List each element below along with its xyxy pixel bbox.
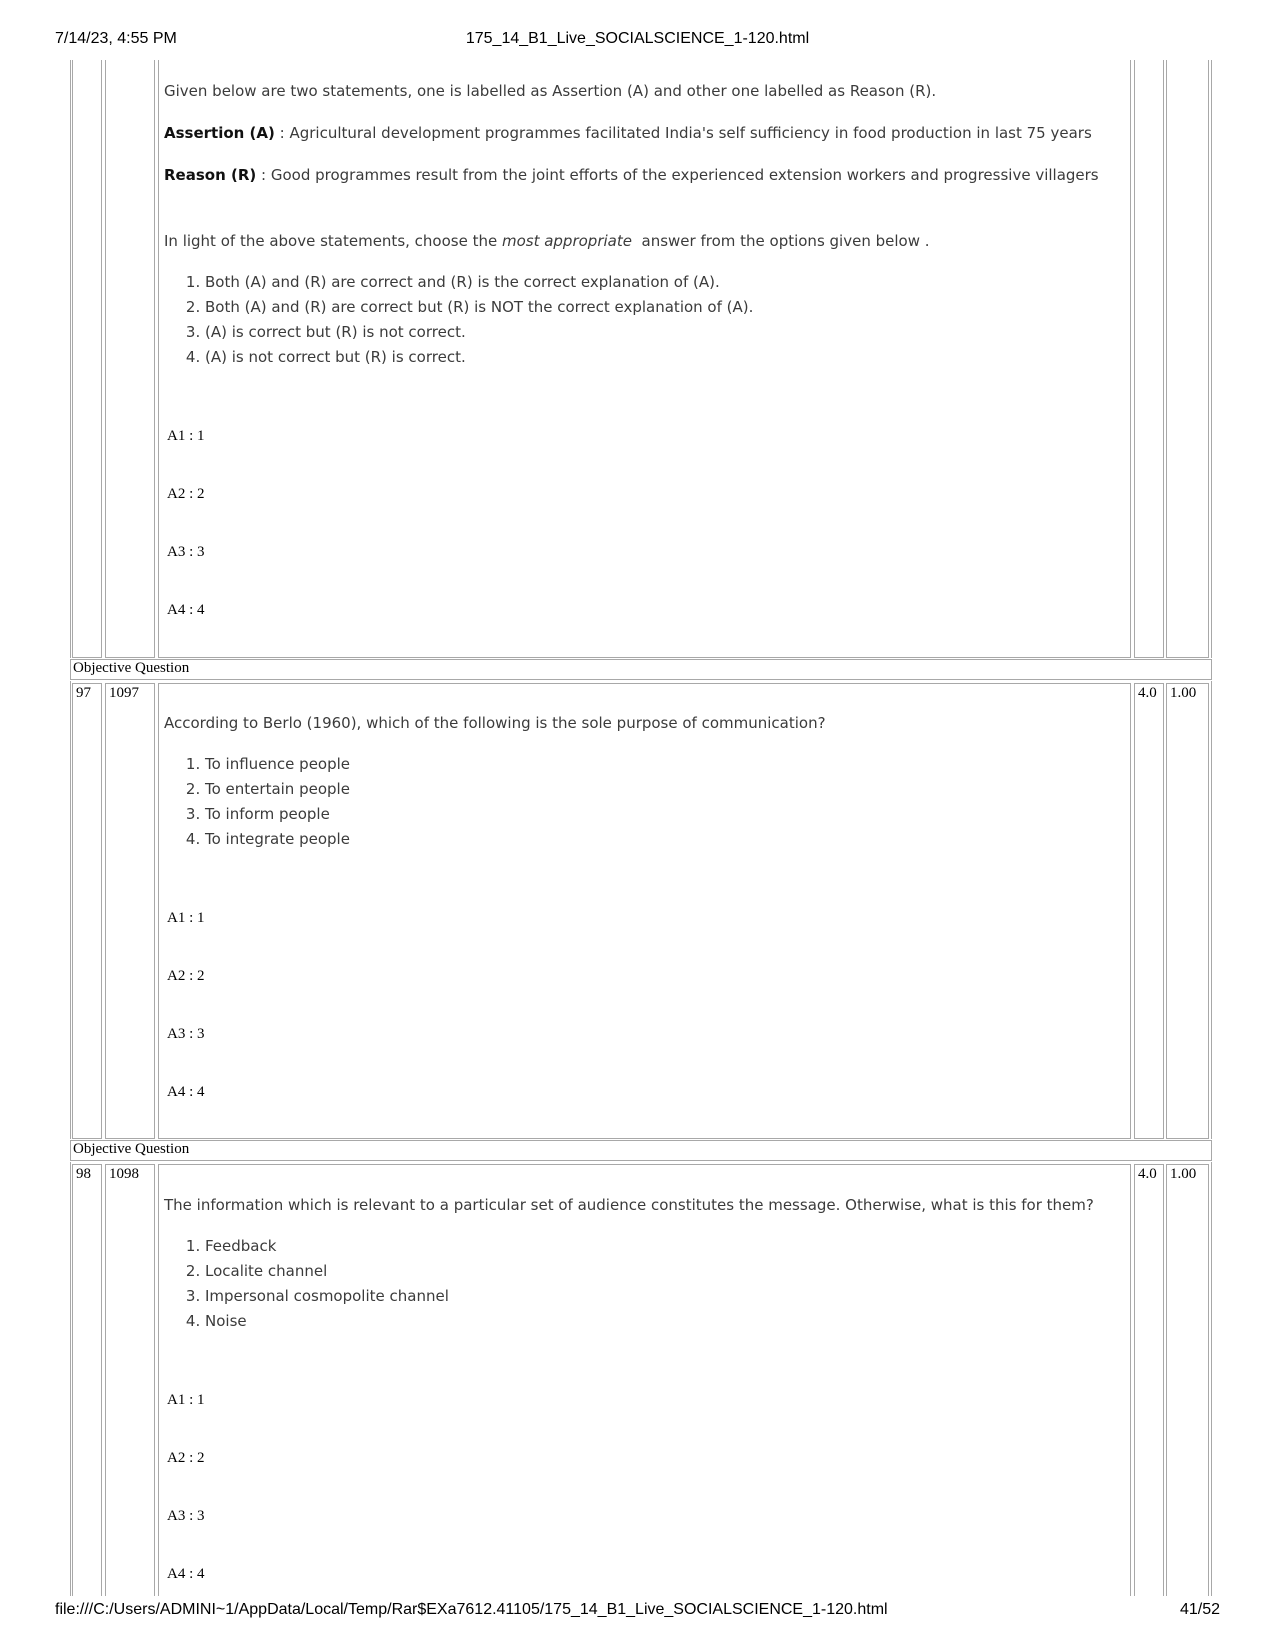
q97-qid-cell [105, 683, 155, 1139]
q97-answer-2: A2 : 2 [167, 968, 205, 984]
q97-option: 1. To influence people [205, 752, 1124, 777]
q97-body [164, 711, 1124, 852]
document-title: 175_14_B1_Live_SOCIALSCIENCE_1-120.html [465, 30, 810, 47]
q96-reason-text: : Good programmes result from the joint efforts of the experienced extension workers and progressive villagers [256, 166, 1099, 184]
q98-type-label: Objective Question [73, 1141, 190, 1157]
q96-assertion-label: Assertion (A) [164, 124, 275, 142]
q97-sno-cell [72, 683, 102, 1139]
q96-instruction-pre: In light of the above statements, choose the [164, 232, 502, 250]
q98-options [164, 1234, 1124, 1334]
q98-qid-cell [105, 1164, 155, 1596]
q98-question-id: 1098 [109, 1166, 139, 1182]
print-footer [0, 1601, 1275, 1621]
q98-marks-cell [1134, 1164, 1164, 1596]
q96-instruction [164, 229, 1124, 254]
table-border-right [1211, 60, 1212, 658]
q96-qid-cell [105, 60, 155, 658]
q96-instruction-post: answer from the options given below . [631, 232, 930, 250]
q96-options [164, 270, 1124, 370]
table-border-right [1211, 1162, 1212, 1596]
q96-answer-3: A3 : 3 [167, 544, 205, 560]
q98-option: 1. Feedback [205, 1234, 1124, 1259]
print-header [0, 30, 1275, 50]
q98-option: 2. Localite channel [205, 1259, 1124, 1284]
q98-text: The information which is relevant to a particular set of audience constitutes the message. Otherwise, what is this for them? [164, 1196, 1094, 1214]
q98-answer-4: A4 : 4 [167, 1566, 205, 1582]
table-border-left [70, 60, 71, 658]
q98-marks: 4.0 [1138, 1166, 1157, 1182]
page-number: 41/52 [1179, 1601, 1220, 1618]
q97-serial-number: 97 [76, 685, 91, 701]
q98-answer-3: A3 : 3 [167, 1508, 205, 1524]
q98-serial-number: 98 [76, 1166, 91, 1182]
q97-option: 4. To integrate people [205, 827, 1124, 852]
q97-option: 3. To inform people [205, 802, 1124, 827]
q96-option: 3. (A) is correct but (R) is not correct. [205, 320, 1124, 345]
q97-marks-cell [1134, 683, 1164, 1139]
q97-answer-3: A3 : 3 [167, 1026, 205, 1042]
q97-type-label: Objective Question [73, 660, 190, 676]
q97-negative-marks: 1.00 [1170, 685, 1197, 701]
q96-option: 2. Both (A) and (R) are correct but (R) is NOT the correct explanation of (A). [205, 295, 1124, 320]
q96-answer-2: A2 : 2 [167, 486, 205, 502]
q98-negative-marks: 1.00 [1170, 1166, 1197, 1182]
q97-option: 2. To entertain people [205, 777, 1124, 802]
q98-sno-cell [72, 1164, 102, 1596]
q96-assertion-text: : Agricultural development programmes facilitated India's self sufficiency in food production in last 75 years [274, 124, 1092, 142]
q97-type-band [70, 659, 1212, 680]
table-border-left [70, 681, 71, 1139]
print-datetime: 7/14/23, 4:55 PM [55, 30, 177, 47]
q97-marks: 4.0 [1138, 685, 1157, 701]
q98-type-band [70, 1140, 1212, 1161]
q96-answer-4: A4 : 4 [167, 602, 205, 618]
q97-negative-cell [1166, 683, 1209, 1139]
q96-option: 1. Both (A) and (R) are correct and (R) is the correct explanation of (A). [205, 270, 1124, 295]
q98-option: 4. Noise [205, 1309, 1124, 1334]
q96-marks-cell [1134, 60, 1164, 658]
q96-reason [164, 163, 1124, 188]
file-path: file:///C:/Users/ADMINI~1/AppData/Local/Temp/Rar$EXa7612.41105/175_14_B1_Live_SOCIALSCIENCE_1-120.html [55, 1601, 888, 1618]
q97-answer-4: A4 : 4 [167, 1084, 205, 1100]
table-border-right [1211, 681, 1212, 1139]
q96-intro: Given below are two statements, one is labelled as Assertion (A) and other one labelled as Reason (R). [164, 82, 937, 100]
q98-negative-cell [1166, 1164, 1209, 1596]
q98-option: 3. Impersonal cosmopolite channel [205, 1284, 1124, 1309]
q97-question-id: 1097 [109, 685, 139, 701]
q98-answer-2: A2 : 2 [167, 1450, 205, 1466]
q97-options [164, 752, 1124, 852]
q96-negative-cell [1166, 60, 1209, 658]
q98-body [164, 1193, 1124, 1334]
q96-body [164, 79, 1124, 370]
q96-sno-cell [72, 60, 102, 658]
q96-instruction-emphasis: most appropriate [501, 232, 632, 250]
q97-answer-1: A1 : 1 [167, 910, 205, 926]
q96-assertion [164, 121, 1124, 146]
q96-option: 4. (A) is not correct but (R) is correct. [205, 345, 1124, 370]
q97-text: According to Berlo (1960), which of the following is the sole purpose of communication? [164, 714, 826, 732]
q96-answer-1: A1 : 1 [167, 428, 205, 444]
q98-answer-1: A1 : 1 [167, 1392, 205, 1408]
q96-reason-label: Reason (R) [164, 166, 257, 184]
table-border-left [70, 1162, 71, 1596]
